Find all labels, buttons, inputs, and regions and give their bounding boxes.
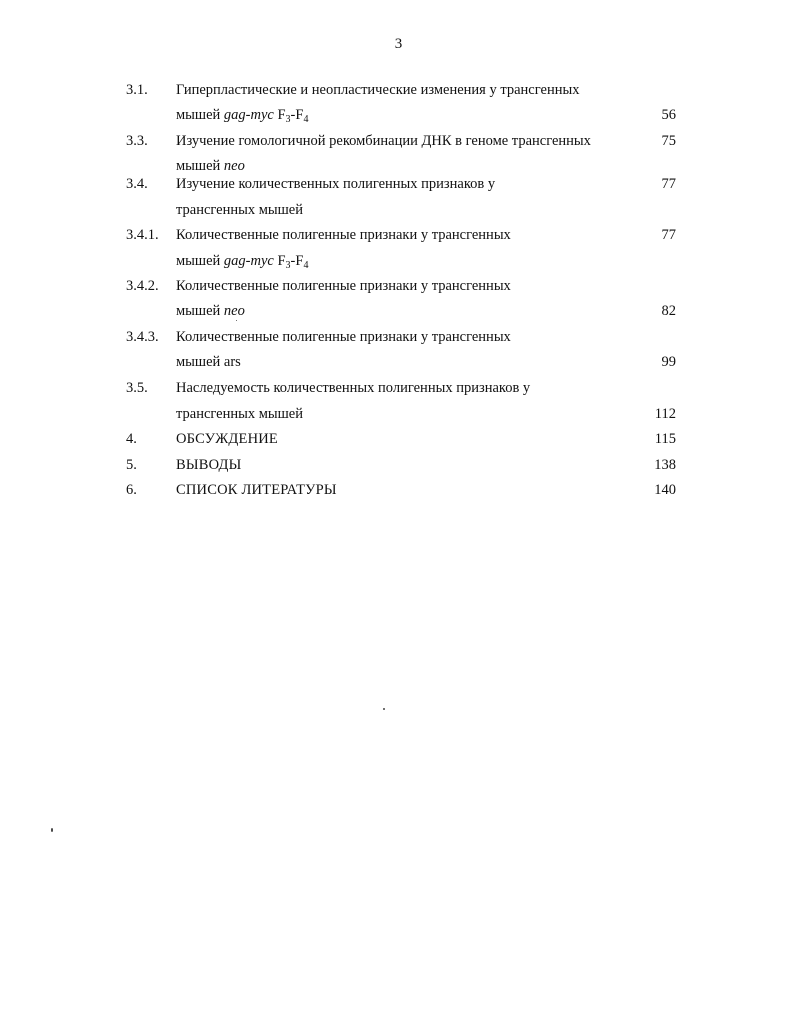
toc-number-3-4: 3.4. bbox=[126, 176, 148, 192]
toc-title-3-4-2-line1: Количественные полигенные признаки у трансгенных bbox=[176, 278, 511, 294]
toc-page-4: 115 bbox=[654, 431, 676, 447]
scan-speck bbox=[236, 320, 237, 321]
toc-page-3-4-1: 77 bbox=[661, 227, 676, 243]
page-number: 3 bbox=[394, 36, 403, 52]
toc-page-6: 140 bbox=[654, 482, 676, 498]
toc-title-3-4-line2: трансгенных мышей bbox=[176, 202, 304, 218]
toc-number-3-4-1: 3.4.1. bbox=[126, 227, 159, 243]
scan-speck bbox=[51, 828, 53, 832]
toc-title-3-1-line1: Гиперпластические и неопластические изменения у трансгенных bbox=[176, 82, 580, 98]
toc-title-3-5-line2: трансгенных мышей bbox=[176, 406, 304, 422]
toc-page-3-4-3: 99 bbox=[661, 354, 676, 370]
toc-title-3-4-1-line2: мышей gag-myc $F_3-F_4$ bbox=[176, 253, 309, 271]
toc-title-6: СПИСОК ЛИТЕРАТУРЫ bbox=[176, 482, 337, 498]
toc-title-3-4-3-line1: Количественные полигенные признаки у трансгенных bbox=[176, 329, 511, 345]
toc-title-3-3-line1: Изучение гомологичной рекомбинации ДНК в геноме трансгенных bbox=[176, 133, 591, 149]
toc-title-3-5-line1: Наследуемость количественных полигенных признаков у bbox=[176, 380, 531, 396]
scan-speck bbox=[383, 708, 385, 710]
toc-title-3-4-3-line2: мышей ars bbox=[176, 354, 241, 370]
toc-page-3-1: 56 bbox=[661, 107, 676, 123]
toc-title-3-4-2-line2: мышей neo bbox=[176, 303, 245, 319]
toc-number-3-3: 3.3. bbox=[126, 133, 148, 149]
toc-page-3-4: 77 bbox=[661, 176, 676, 192]
toc-page-3-5: 112 bbox=[654, 406, 676, 422]
toc-number-6: 6. bbox=[126, 482, 137, 498]
toc-number-5: 5. bbox=[126, 457, 137, 473]
toc-page-3-3: 75 bbox=[661, 133, 676, 149]
toc-number-4: 4. bbox=[126, 431, 137, 447]
toc-title-4: ОБСУЖДЕНИЕ bbox=[176, 431, 278, 447]
toc-title-3-1-line2: мышей gag-myc $F_3-F_4$ bbox=[176, 107, 309, 125]
toc-title-3-4-line1: Изучение количественных полигенных признаков у bbox=[176, 176, 496, 192]
toc-page-3-4-2: 82 bbox=[661, 303, 676, 319]
toc-number-3-5: 3.5. bbox=[126, 380, 148, 396]
toc-number-3-1: 3.1. bbox=[126, 82, 148, 98]
toc-number-3-4-2: 3.4.2. bbox=[126, 278, 159, 294]
toc-title-3-3-line2: мышей neo bbox=[176, 158, 245, 174]
toc-title-5: ВЫВОДЫ bbox=[176, 457, 242, 473]
toc-title-3-4-1-line1: Количественные полигенные признаки у трансгенных bbox=[176, 227, 511, 243]
toc-page-5: 138 bbox=[654, 457, 676, 473]
toc-number-3-4-3: 3.4.3. bbox=[126, 329, 159, 345]
